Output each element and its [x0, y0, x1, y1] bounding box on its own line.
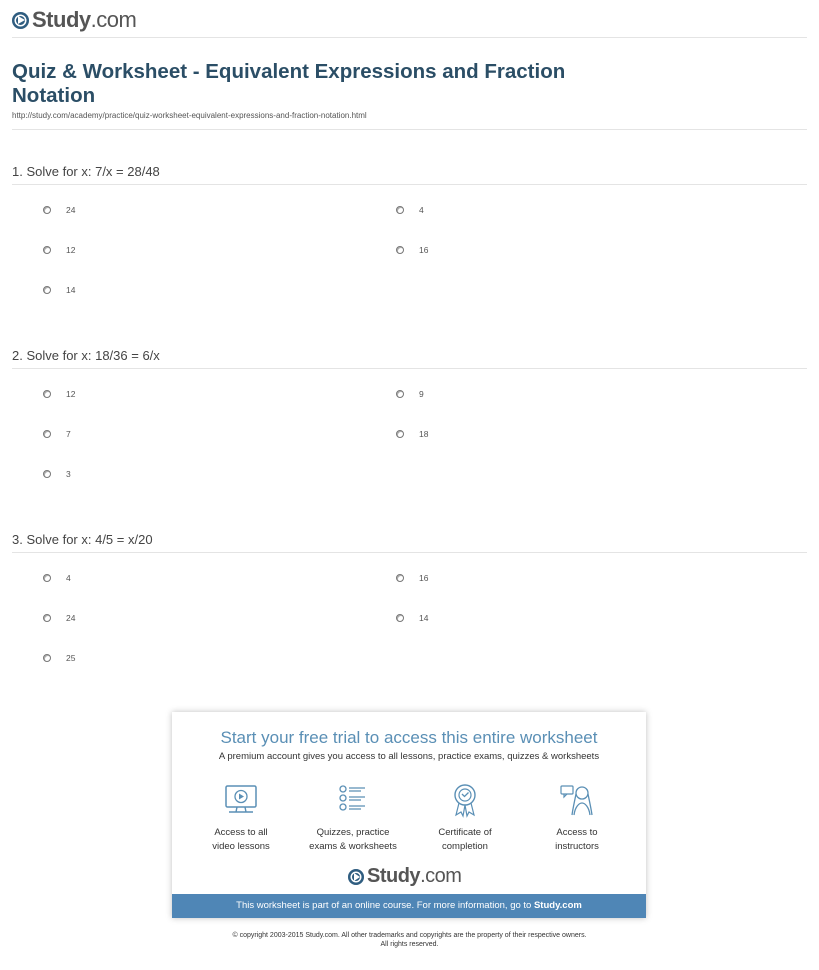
question-2-title: 2. Solve for x: 18/36 = 6/x	[12, 348, 160, 363]
question-2-option-2[interactable]	[396, 389, 424, 399]
study-logo-icon	[12, 12, 29, 29]
option-label: 14	[419, 613, 429, 623]
study-logo-icon	[348, 869, 364, 885]
radio-button[interactable]	[43, 654, 51, 662]
option-label: 24	[66, 613, 76, 623]
radio-button[interactable]	[396, 614, 404, 622]
question-1-divider	[12, 184, 807, 185]
question-1-title: 1. Solve for x: 7/x = 28/48	[12, 164, 160, 179]
option-label: 18	[419, 429, 429, 439]
option-label: 14	[66, 285, 76, 295]
radio-button[interactable]	[43, 206, 51, 214]
question-1-option-4[interactable]	[396, 245, 428, 255]
question-2-option-3[interactable]	[43, 429, 71, 439]
feature-label: Access to all video lessons	[212, 827, 270, 852]
feature-instructors	[522, 782, 632, 854]
radio-button[interactable]	[43, 470, 51, 478]
page-url: http://study.com/academy/practice/quiz-worksheet-equivalent-expressions-and-fraction-notation.html	[12, 111, 367, 120]
study-logo-text: Study.com	[367, 865, 462, 887]
question-1-option-2[interactable]	[396, 205, 424, 215]
option-label: 4	[419, 205, 424, 215]
video-lesson-icon	[223, 782, 259, 818]
option-label: 25	[66, 653, 76, 663]
question-2-option-5[interactable]	[43, 469, 71, 479]
radio-button[interactable]	[396, 574, 404, 582]
option-label: 3	[66, 469, 71, 479]
free-trial-promo	[172, 712, 646, 918]
quiz-list-icon	[335, 782, 371, 818]
question-3-option-4[interactable]	[396, 613, 428, 623]
copyright-footer	[0, 931, 819, 949]
question-3-option-3[interactable]	[43, 613, 75, 623]
question-3-option-1[interactable]	[43, 573, 71, 583]
radio-button[interactable]	[396, 390, 404, 398]
question-3-divider	[12, 552, 807, 553]
feature-label: Certificate of completion	[438, 827, 492, 852]
study-link[interactable]: Study.com	[533, 900, 582, 911]
feature-label: Access to instructors	[555, 827, 599, 852]
rights-line: All rights reserved.	[380, 941, 439, 948]
study-logo[interactable]	[12, 7, 136, 33]
question-2-divider	[12, 368, 807, 369]
feature-certificate	[410, 782, 520, 854]
option-label: 12	[66, 389, 76, 399]
question-1-option-5[interactable]	[43, 285, 75, 295]
feature-label: Quizzes, practice exams & worksheets	[309, 827, 397, 852]
question-1-option-3[interactable]	[43, 245, 75, 255]
radio-button[interactable]	[43, 430, 51, 438]
question-2-option-1[interactable]	[43, 389, 75, 399]
question-3-option-5[interactable]	[43, 653, 75, 663]
option-label: 4	[66, 573, 71, 583]
option-label: 16	[419, 245, 429, 255]
radio-button[interactable]	[43, 614, 51, 622]
header-divider	[12, 37, 807, 38]
page-title: Quiz & Worksheet - Equivalent Expressions and Fraction Notation	[12, 60, 566, 107]
radio-button[interactable]	[43, 574, 51, 582]
option-label: 7	[66, 429, 71, 439]
question-1-option-1[interactable]	[43, 205, 75, 215]
radio-button[interactable]	[43, 246, 51, 254]
option-label: 9	[419, 389, 424, 399]
option-label: 16	[419, 573, 429, 583]
radio-button[interactable]	[396, 430, 404, 438]
feature-quizzes	[298, 782, 408, 854]
radio-button[interactable]	[396, 206, 404, 214]
option-label: 24	[66, 205, 76, 215]
option-label: 12	[66, 245, 76, 255]
title-divider	[12, 129, 807, 130]
radio-button[interactable]	[396, 246, 404, 254]
promo-subtitle: A premium account gives you access to all lessons, practice exams, quizzes & worksheets	[218, 751, 600, 762]
course-info-bar	[172, 894, 646, 918]
copyright-line: © copyright 2003-2015 Study.com. All other trademarks and copyrights are the property of their respective owners.	[232, 932, 587, 939]
question-3-title: 3. Solve for x: 4/5 = x/20	[12, 532, 153, 547]
study-logo-text: Study.com	[32, 7, 137, 32]
course-info-text: This worksheet is part of an online course. For more information, go to	[236, 900, 534, 911]
question-2-option-4[interactable]	[396, 429, 428, 439]
question-3-option-2[interactable]	[396, 573, 428, 583]
radio-button[interactable]	[43, 286, 51, 294]
radio-button[interactable]	[43, 390, 51, 398]
promo-title[interactable]: Start your free trial to access this entire worksheet	[220, 728, 598, 747]
instructor-icon	[559, 782, 595, 818]
certificate-icon	[447, 782, 483, 818]
feature-video-lessons	[186, 782, 296, 854]
promo-study-logo[interactable]	[348, 865, 461, 888]
